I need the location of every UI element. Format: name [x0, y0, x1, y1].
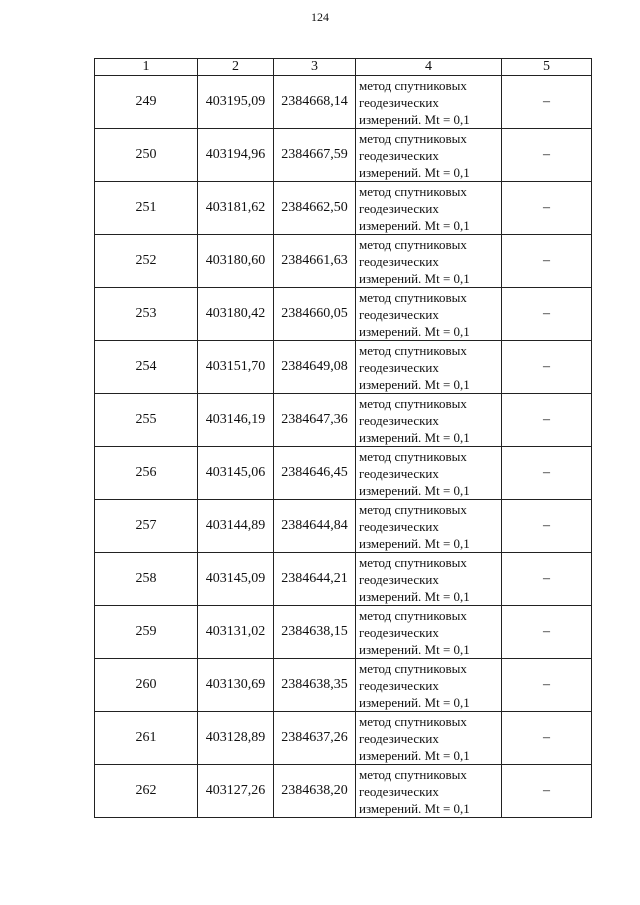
point-number-cell: 256: [95, 447, 198, 500]
table-row: [95, 447, 592, 500]
table-row: [95, 500, 592, 553]
note-cell: –: [502, 76, 592, 129]
table-row: [95, 235, 592, 288]
method-text-line: измерений. Mt = 0,1: [359, 323, 470, 339]
method-text-line: геодезических: [359, 677, 439, 693]
point-number-cell: 253: [95, 288, 198, 341]
method-text-line: геодезических: [359, 465, 439, 481]
table-header-row: [95, 59, 592, 76]
column-header-1: 1: [95, 59, 198, 76]
note-cell: –: [502, 182, 592, 235]
method-text-line: измерений. Mt = 0,1: [359, 535, 470, 551]
note-cell: –: [502, 659, 592, 712]
method-text-line: геодезических: [359, 783, 439, 799]
table-row: [95, 129, 592, 182]
method-text-line: измерений. Mt = 0,1: [359, 482, 470, 498]
note-cell: –: [502, 606, 592, 659]
method-text-line: измерений. Mt = 0,1: [359, 429, 470, 445]
y-coordinate-cell: 2384662,50: [274, 182, 356, 235]
x-coordinate-cell: 403127,26: [198, 765, 274, 818]
method-text-line: измерений. Mt = 0,1: [359, 641, 470, 657]
method-text-line: метод спутниковых: [359, 77, 467, 93]
x-coordinate-cell: 403146,19: [198, 394, 274, 447]
note-cell: –: [502, 447, 592, 500]
note-cell: –: [502, 394, 592, 447]
method-text-line: измерений. Mt = 0,1: [359, 164, 470, 180]
table-row: [95, 553, 592, 606]
x-coordinate-cell: 403128,89: [198, 712, 274, 765]
method-cell: [356, 553, 502, 606]
point-number-cell: 260: [95, 659, 198, 712]
method-text-line: метод спутниковых: [359, 766, 467, 782]
column-header-5: 5: [502, 59, 592, 76]
point-number-cell: 258: [95, 553, 198, 606]
x-coordinate-cell: 403131,02: [198, 606, 274, 659]
note-cell: –: [502, 500, 592, 553]
note-cell: –: [502, 712, 592, 765]
x-coordinate-cell: 403130,69: [198, 659, 274, 712]
method-text-line: измерений. Mt = 0,1: [359, 694, 470, 710]
table-row: [95, 765, 592, 818]
x-coordinate-cell: 403181,62: [198, 182, 274, 235]
method-text-line: метод спутниковых: [359, 236, 467, 252]
method-text-line: измерений. Mt = 0,1: [359, 111, 470, 127]
table-row: [95, 288, 592, 341]
method-text-line: измерений. Mt = 0,1: [359, 376, 470, 392]
method-cell: [356, 235, 502, 288]
point-number-cell: 252: [95, 235, 198, 288]
method-cell: [356, 659, 502, 712]
method-text-line: измерений. Mt = 0,1: [359, 217, 470, 233]
method-text-line: геодезических: [359, 94, 439, 110]
point-number-cell: 255: [95, 394, 198, 447]
note-cell: –: [502, 341, 592, 394]
y-coordinate-cell: 2384637,26: [274, 712, 356, 765]
y-coordinate-cell: 2384660,05: [274, 288, 356, 341]
point-number-cell: 262: [95, 765, 198, 818]
method-cell: [356, 712, 502, 765]
note-cell: –: [502, 765, 592, 818]
column-header-2: 2: [198, 59, 274, 76]
point-number-cell: 257: [95, 500, 198, 553]
table-row: [95, 712, 592, 765]
point-number-cell: 261: [95, 712, 198, 765]
x-coordinate-cell: 403180,42: [198, 288, 274, 341]
x-coordinate-cell: 403145,06: [198, 447, 274, 500]
method-text-line: метод спутниковых: [359, 448, 467, 464]
point-number-cell: 249: [95, 76, 198, 129]
method-text-line: метод спутниковых: [359, 713, 467, 729]
method-text-line: геодезических: [359, 571, 439, 587]
point-number-cell: 250: [95, 129, 198, 182]
table-row: [95, 606, 592, 659]
method-text-line: метод спутниковых: [359, 183, 467, 199]
table-row: [95, 182, 592, 235]
y-coordinate-cell: 2384644,84: [274, 500, 356, 553]
method-cell: [356, 447, 502, 500]
method-cell: [356, 341, 502, 394]
y-coordinate-cell: 2384638,15: [274, 606, 356, 659]
point-number-cell: 259: [95, 606, 198, 659]
y-coordinate-cell: 2384649,08: [274, 341, 356, 394]
method-text-line: геодезических: [359, 730, 439, 746]
y-coordinate-cell: 2384667,59: [274, 129, 356, 182]
method-text-line: геодезических: [359, 624, 439, 640]
note-cell: –: [502, 288, 592, 341]
y-coordinate-cell: 2384668,14: [274, 76, 356, 129]
method-cell: [356, 182, 502, 235]
method-text-line: метод спутниковых: [359, 660, 467, 676]
method-text-line: геодезических: [359, 359, 439, 375]
y-coordinate-cell: 2384638,35: [274, 659, 356, 712]
note-cell: –: [502, 235, 592, 288]
y-coordinate-cell: 2384638,20: [274, 765, 356, 818]
y-coordinate-cell: 2384661,63: [274, 235, 356, 288]
column-header-4: 4: [356, 59, 502, 76]
table-row: [95, 76, 592, 129]
note-cell: –: [502, 553, 592, 606]
method-text-line: метод спутниковых: [359, 395, 467, 411]
note-cell: –: [502, 129, 592, 182]
coordinates-table: [94, 58, 592, 818]
method-text-line: метод спутниковых: [359, 554, 467, 570]
point-number-cell: 251: [95, 182, 198, 235]
method-cell: [356, 288, 502, 341]
method-cell: [356, 606, 502, 659]
method-text-line: геодезических: [359, 412, 439, 428]
method-text-line: геодезических: [359, 200, 439, 216]
x-coordinate-cell: 403145,09: [198, 553, 274, 606]
method-cell: [356, 76, 502, 129]
y-coordinate-cell: 2384647,36: [274, 394, 356, 447]
y-coordinate-cell: 2384646,45: [274, 447, 356, 500]
x-coordinate-cell: 403151,70: [198, 341, 274, 394]
method-cell: [356, 394, 502, 447]
method-cell: [356, 129, 502, 182]
y-coordinate-cell: 2384644,21: [274, 553, 356, 606]
point-number-cell: 254: [95, 341, 198, 394]
method-text-line: метод спутниковых: [359, 607, 467, 623]
method-text-line: геодезических: [359, 147, 439, 163]
table-row: [95, 394, 592, 447]
method-text-line: измерений. Mt = 0,1: [359, 588, 470, 604]
x-coordinate-cell: 403194,96: [198, 129, 274, 182]
method-text-line: измерений. Mt = 0,1: [359, 747, 470, 763]
page-number: 124: [311, 10, 329, 24]
table-row: [95, 341, 592, 394]
x-coordinate-cell: 403180,60: [198, 235, 274, 288]
method-text-line: геодезических: [359, 253, 439, 269]
table-row: [95, 659, 592, 712]
method-cell: [356, 500, 502, 553]
table-body: [95, 76, 592, 818]
method-text-line: метод спутниковых: [359, 342, 467, 358]
x-coordinate-cell: 403195,09: [198, 76, 274, 129]
method-cell: [356, 765, 502, 818]
x-coordinate-cell: 403144,89: [198, 500, 274, 553]
method-text-line: метод спутниковых: [359, 501, 467, 517]
method-text-line: метод спутниковых: [359, 289, 467, 305]
method-text-line: геодезических: [359, 518, 439, 534]
method-text-line: измерений. Mt = 0,1: [359, 270, 470, 286]
method-text-line: метод спутниковых: [359, 130, 467, 146]
method-text-line: измерений. Mt = 0,1: [359, 800, 470, 816]
column-header-3: 3: [274, 59, 356, 76]
method-text-line: геодезических: [359, 306, 439, 322]
